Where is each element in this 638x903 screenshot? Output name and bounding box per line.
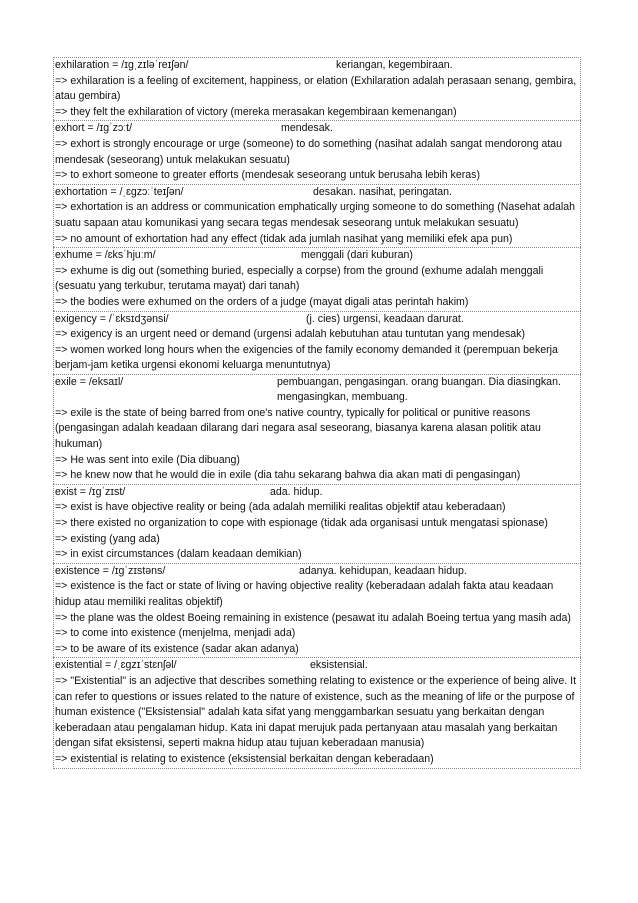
- example-line: => in exist circumstances (dalam keadaan demikian): [55, 548, 302, 561]
- indonesian-definition: pembuangan, pengasingan. orang buangan. Dia diasingkan. mengasingkan, membuang.: [277, 375, 561, 404]
- example-line: => there existed no organization to cope with espionage (tidak ada organisasi untuk mengatasi spionase): [55, 517, 548, 530]
- example-line: => to come into existence (menjelma, menjadi ada): [55, 627, 296, 640]
- example-line: => existing (yang ada): [55, 532, 160, 545]
- vocab-entry: [53, 184, 581, 247]
- vocab-entry: [53, 311, 581, 374]
- indonesian-definition: (j. cies) urgensi, keadaan darurat.: [306, 312, 464, 325]
- example-line: => exist is have objective reality or being (ada adalah memiliki realitas objektif atau keberadaan): [55, 501, 506, 514]
- vocab-entry: [53, 247, 581, 310]
- example-line: => "Existential" is an adjective that describes something relating to existence or the experience of being alive. It can refer to questions or issues related to the nature of existence, such as the meaning of life or the purpose of human existence ("Eksistensial" adalah kata sifat yang menggambarkan sesuatu yang berkaitan dengan keberadaan atau pengalaman hidup. Kata ini dapat merujuk pada pertanyaan atau masalah yang berkaitan dengan sifat eksistensi, seperti makna hidup atau tujuan keberadaan manusia): [55, 674, 577, 750]
- headword-pronunciation: exile = /eksaɪl/: [55, 375, 124, 388]
- headword-pronunciation: exigency = /ˈɛksɪdʒənsi/: [55, 312, 169, 325]
- vocab-entry: [53, 484, 581, 563]
- example-line: => he knew now that he would die in exile (dia tahu sekarang bahwa dia akan mati di pengasingan): [55, 469, 521, 482]
- example-line: => no amount of exhortation had any effect (tidak ada jumlah nasihat yang memiliki efek apa pun): [55, 232, 513, 245]
- example-line: => exhume is dig out (something buried, especially a corpse) from the ground (exhume adalah menggali (sesuatu yang terkubur, terutama mayat) dari tanah): [55, 264, 544, 293]
- example-line: => to be aware of its existence (sadar akan adanya): [55, 642, 299, 655]
- example-line: => exhort is strongly encourage or urge (someone) to do something (nasihat adalah sangat mendorong atau mendesak (seseorang) untuk melakukan sesuatu): [55, 137, 563, 166]
- example-line: => exhilaration is a feeling of excitement, happiness, or elation (Exhilaration adalah perasaan senang, gembira, atau gembira): [55, 74, 577, 103]
- example-line: => they felt the exhilaration of victory (mereka merasakan kegembiraan kemenangan): [55, 105, 457, 118]
- example-line: => exile is the state of being barred from one's native country, typically for political or punitive reasons (pengasingan adalah keadaan dilarang dari negara asal seseorang, biasanya karena alasan politik atau hukuman): [55, 406, 541, 451]
- indonesian-definition: desakan. nasihat, peringatan.: [313, 185, 452, 198]
- headword-pronunciation: exist = /ɪɡˈzɪst/: [55, 485, 126, 498]
- headword-pronunciation: exhortation = /ˌɛɡzɔːˈteɪʃən/: [55, 185, 184, 198]
- headword-pronunciation: exhilaration = /ɪɡˌzɪləˈreɪʃən/: [55, 59, 189, 71]
- example-line: => existence is the fact or state of living or having objective reality (keberadaan adalah fakta atau keadaan hidup atau memiliki realitas objektif): [55, 580, 554, 608]
- example-line: => to exhort someone to greater efforts (mendesak seseorang untuk berusaha lebih keras): [55, 169, 480, 182]
- headword-pronunciation: existential = /ˌɛɡzɪˈstɛnʃəl/: [55, 659, 177, 672]
- headword-pronunciation: exhort = /ɪɡˈzɔːt/: [55, 122, 133, 135]
- entry-headword-line: [55, 658, 579, 674]
- example-line: => women worked long hours when the exigencies of the family economy demanded it (perempuan bekerja berjam-jam ketika urgensi ekonomi keluarga menuntutnya): [55, 343, 558, 372]
- vocabulary-page: [53, 57, 581, 769]
- entry-headword-line: [55, 312, 579, 328]
- indonesian-definition: eksistensial.: [310, 659, 368, 672]
- example-line: => exhortation is an address or communication emphatically urging someone to do something (Nasehat adalah suatu sapaan atau komunikasi yang secara tegas mendesak seseorang untuk melakukan sesuatu): [55, 201, 575, 229]
- example-line: => He was sent into exile (Dia dibuang): [55, 453, 240, 466]
- entry-headword-line: [55, 185, 579, 201]
- entry-headword-line: [55, 121, 579, 137]
- vocab-entry: [53, 57, 581, 120]
- headword-pronunciation: exhume = /ɛksˈhjuːm/: [55, 249, 156, 262]
- example-line: => the bodies were exhumed on the orders of a judge (mayat digali atas perintah hakim): [55, 295, 469, 308]
- vocab-entry: [53, 657, 581, 768]
- entry-headword-line: [55, 485, 579, 501]
- entry-headword-line: [55, 564, 579, 580]
- indonesian-definition: menggali (dari kuburan): [301, 249, 413, 262]
- vocab-entry: [53, 374, 581, 484]
- indonesian-definition: mendesak.: [281, 122, 333, 135]
- example-line: => the plane was the oldest Boeing remaining in existence (pesawat itu adalah Boeing tertua yang masih ada): [55, 611, 571, 624]
- example-line: => exigency is an urgent need or demand (urgensi adalah kebutuhan atau tuntutan yang mendesak): [55, 328, 525, 341]
- entry-headword-line: [55, 375, 579, 406]
- vocab-entry: [53, 120, 581, 183]
- headword-pronunciation: existence = /ɪɡˈzɪstəns/: [55, 564, 166, 577]
- vocab-entry: [53, 563, 581, 658]
- indonesian-definition: ada. hidup.: [270, 485, 323, 498]
- entry-headword-line: [55, 248, 579, 264]
- example-line: => existential is relating to existence (eksistensial berkaitan dengan keberadaan): [55, 752, 434, 765]
- indonesian-definition: keriangan, kegembiraan.: [336, 59, 453, 71]
- indonesian-definition: adanya. kehidupan, keadaan hidup.: [299, 564, 467, 577]
- entry-headword-line: [55, 58, 579, 74]
